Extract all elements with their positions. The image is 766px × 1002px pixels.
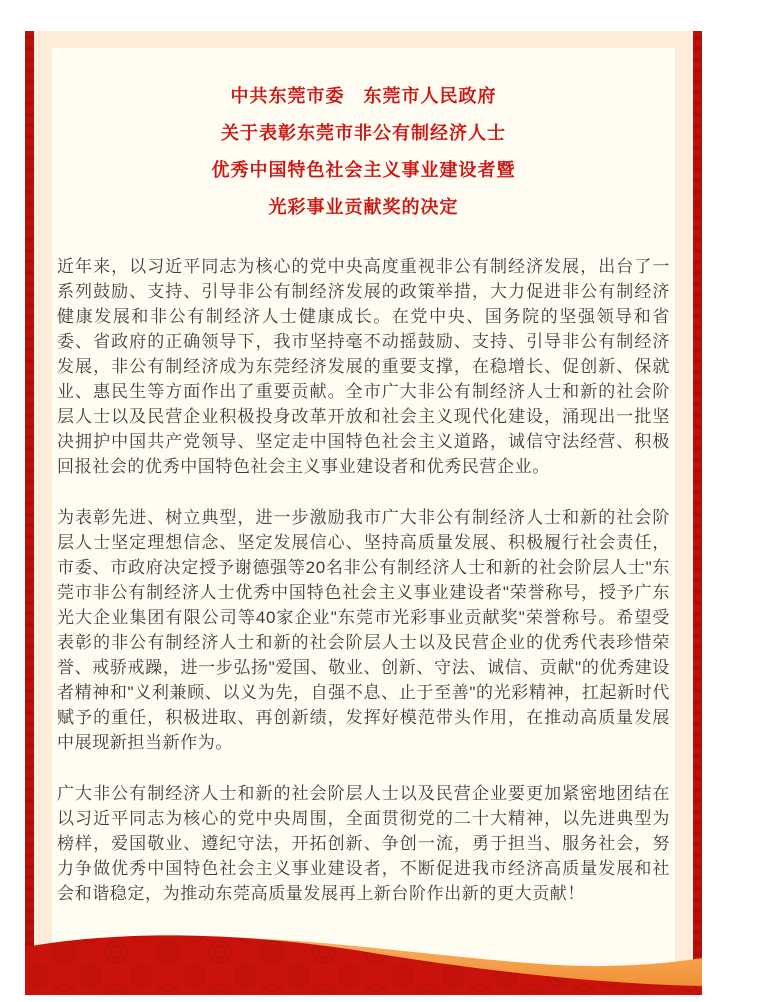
- peach-border-panel: [34, 31, 693, 995]
- document-content: [52, 78, 675, 906]
- document-title: [57, 78, 670, 226]
- document-body: [57, 254, 670, 906]
- paragraph-1: 近年来，以习近平同志为核心的党中央高度重视非公有制经济发展，出台了一系列鼓励、支持、引导非公有制经济发展的政策举措，大力促进非公有制经济健康发展和非公有制经济人士健康成长。在党中央、国务院的坚强领导和省委、省政府的正确领导下，我市坚持毫不动摇鼓励、支持、引导非公有制经济发展，非公有制经济成为东莞经济发展的重要支撑，在稳增长、促创新、保就业、惠民生等方面作出了重要贡献。全市广大非公有制经济人士和新的社会阶层人士以及民营企业积极投身改革开放和社会主义现代化建设，涌现出一批坚决拥护中国共产党领导、坚定走中国特色社会主义道路，诚信守法经营、积极回报社会的优秀中国特色社会主义事业建设者和优秀民营企业。: [57, 257, 670, 476]
- left-red-strip: [25, 31, 34, 995]
- paragraph-2: 为表彰先进、树立典型，进一步激励我市广大非公有制经济人士和新的社会阶层人士坚定理想信念、坚定发展信心、坚持高质量发展、积极履行社会责任，市委、市政府决定授予谢德强等20名非公有制经济人士和新的社会阶层人士"东莞市非公有制经济人士优秀中国特色社会主义事业建设者"荣誉称号，授予广东光大企业集团有限公司等40家企业"东莞市光彩事业贡献奖"荣誉称号。希望受表彰的非公有制经济人士和新的社会阶层人士以及民营企业的优秀代表珍惜荣誉、戒骄戒躁，进一步弘扬"爱国、敬业、创新、守法、诚信、贡献"的优秀建设者精神和"义利兼顾、以义为先，自强不息、止于至善"的光彩精神，扛起新时代赋予的重任，积极进取、再创新绩，发挥好模范带头作用，在推动高质量发展中展现新担当新作为。: [57, 508, 670, 752]
- swirl-pattern-overlay: [25, 935, 702, 995]
- title-line-3: 优秀中国特色社会主义事业建设者暨: [211, 160, 516, 180]
- right-red-strip: [693, 31, 702, 995]
- title-line-4: 光彩事业贡献奖的决定: [268, 197, 459, 217]
- paragraph-3: 广大非公有制经济人士和新的社会阶层人士以及民营企业要更加紧密地团结在以习近平同志为核心的党中央周围，全面贯彻党的二十大精神，以先进典型为榜样，爱国敬业、遵纪守法，开拓创新、争创一流，勇于担当、服务社会，努力争做优秀中国特色社会主义事业建设者，不断促进我市经济高质量发展和社会和谐稳定，为推动东莞高质量发展再上新台阶作出新的更大贡献！: [57, 784, 670, 903]
- document-card: [52, 48, 675, 995]
- footer-wave-decoration: [25, 920, 702, 995]
- red-banner: [25, 31, 702, 995]
- title-line-2: 关于表彰东莞市非公有制经济人士: [221, 123, 506, 143]
- title-line-1: 中共东莞市委 东莞市人民政府: [230, 86, 497, 106]
